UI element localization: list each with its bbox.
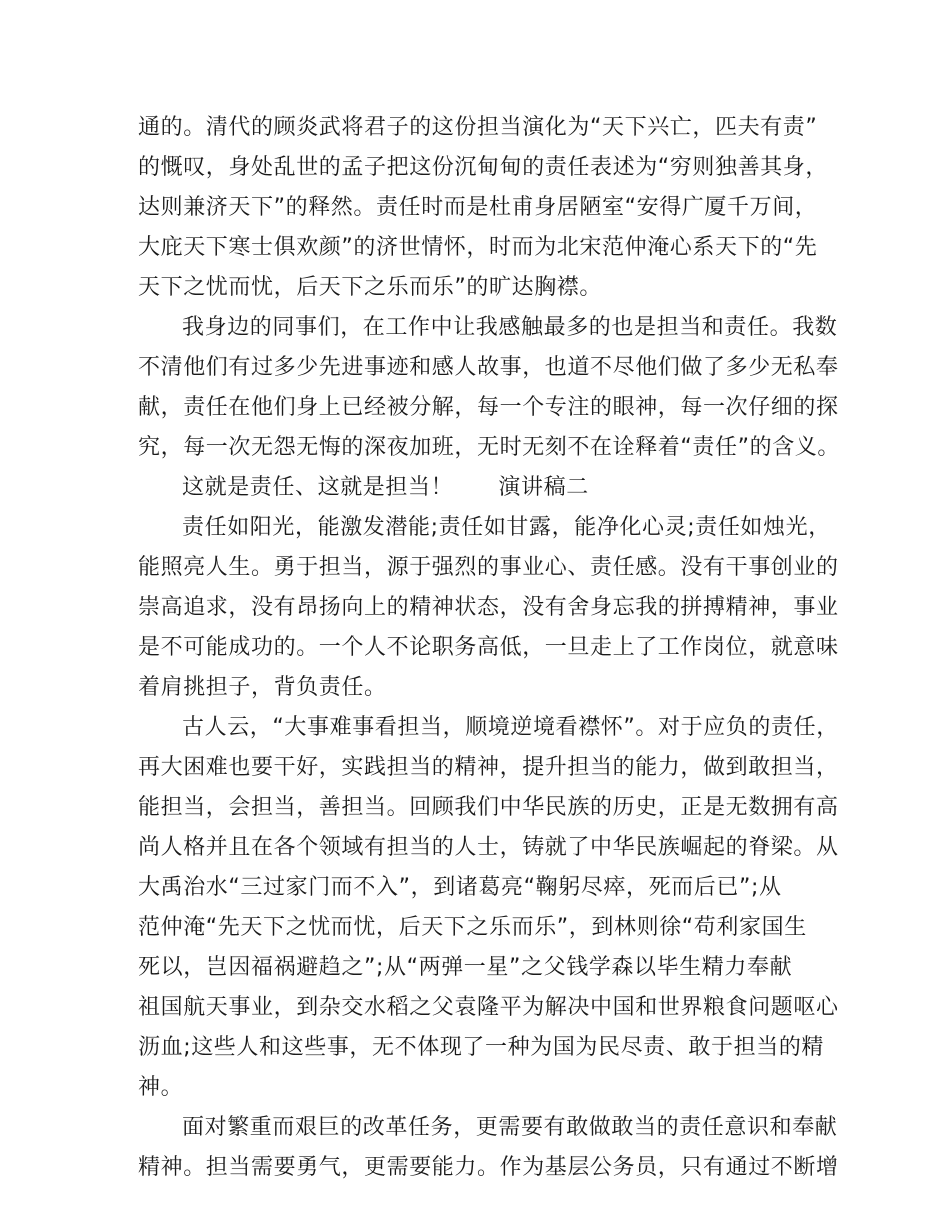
text-line: 沥血;这些人和这些事，无不体现了一种为国为民尽责、敢于担当的精 (138, 1035, 825, 1060)
text-line: 究，每一次无怨无悔的深夜加班，无时无刻不在诠释着“责任”的含义。 (138, 435, 840, 460)
text-line: 通的。清代的顾炎武将君子的这份担当演化为“天下兴亡，匹夫有责” (138, 115, 818, 140)
text-line: 再大困难也要干好，实践担当的精神，提升担当的能力，做到敢担当， (138, 755, 839, 780)
text-line: 面对繁重而艰巨的改革任务，更需要有敢做敢当的责任意识和奉献 (182, 1115, 838, 1140)
text-line: 精神。担当需要勇气，更需要能力。作为基层公务员，只有通过不断增 (138, 1155, 839, 1180)
text-line: 能担当，会担当，善担当。回顾我们中华民族的历史，正是无数拥有高 (138, 795, 839, 820)
text-line: 责任如阳光，能激发潜能;责任如甘露，能净化心灵;责任如烛光， (182, 515, 831, 540)
text-line: 达则兼济天下”的释然。责任时而是杜甫身居陋室“安得广厦千万间， (138, 195, 818, 220)
text-line: 天下之忧而忧，后天下之乐而乐”的旷达胸襟。 (138, 275, 602, 300)
text-line: 崇高追求，没有昂扬向上的精神状态，没有舍身忘我的拼搏精神，事业 (138, 595, 839, 620)
text-line: 不清他们有过多少先进事迹和感人故事，也道不尽他们做了多少无私奉 (138, 355, 839, 380)
text-line: 大庇天下寒士俱欢颜”的济世情怀，时而为北宋范仲淹心系天下的“先 (138, 235, 818, 260)
text-line: 尚人格并且在各个领域有担当的人士，铸就了中华民族崛起的脊梁。从 (138, 835, 839, 860)
text-line: 范仲淹“先天下之忧而忧，后天下之乐而乐”，到林则徐“苟利家国生 (138, 915, 807, 940)
text-line: 能照亮人生。勇于担当，源于强烈的事业心、责任感。没有干事创业的 (138, 555, 839, 580)
text-line: 祖国航天事业，到杂交水稻之父袁隆平为解决中国和世界粮食问题呕心 (138, 995, 839, 1020)
text-line: 这就是责任、这就是担当！ 演讲稿二 (182, 475, 589, 500)
text-line: 的慨叹，身处乱世的孟子把这份沉甸甸的责任表述为“穷则独善其身， (138, 155, 828, 180)
text-line: 神。 (138, 1075, 184, 1100)
text-line: 献，责任在他们身上已经被分解，每一个专注的眼神，每一次仔细的探 (138, 395, 839, 420)
text-line: 古人云，“大事难事看担当，顺境逆境看襟怀”。对于应负的责任， (182, 715, 839, 740)
text-line: 死以，岂因福祸避趋之”;从“两弹一星”之父钱学森以毕生精力奉献 (138, 955, 793, 980)
text-line: 着肩挑担子，背负责任。 (138, 675, 387, 700)
text-line: 是不可能成功的。一个人不论职务高低，一旦走上了工作岗位，就意味 (138, 635, 839, 660)
text-line: 大禹治水“三过家门而不入”，到诸葛亮“鞠躬尽瘁，死而后已”;从 (138, 875, 782, 900)
text-line: 我身边的同事们，在工作中让我感触最多的也是担当和责任。我数 (182, 315, 838, 340)
